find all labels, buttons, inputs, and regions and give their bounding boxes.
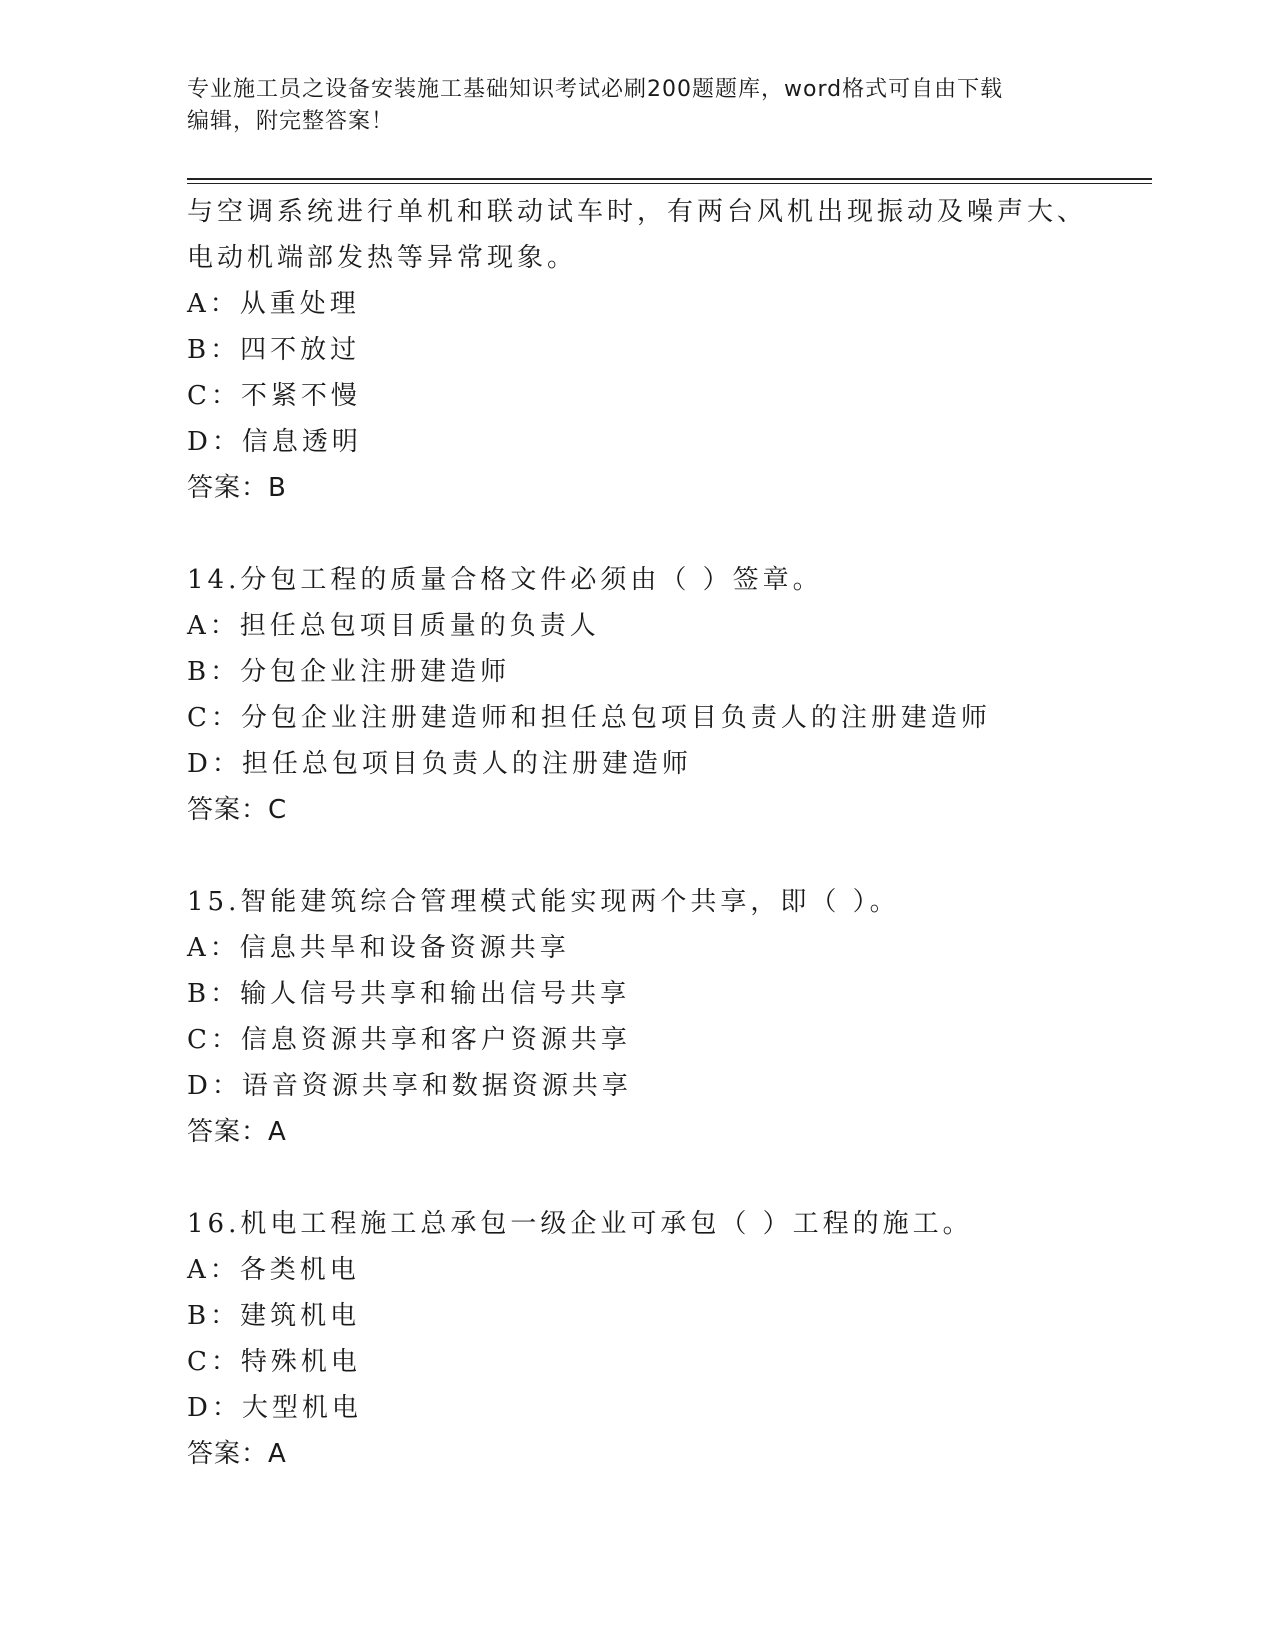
question-13-option-b: B：四不放过 bbox=[187, 335, 361, 365]
question-15 bbox=[187, 879, 1152, 1155]
spacer bbox=[187, 833, 1152, 879]
question-14-option-b: B：分包企业注册建造师 bbox=[187, 657, 511, 687]
question-15-option-a: A：信息共旱和设备资源共享 bbox=[187, 933, 570, 963]
question-14-option-c: C：分包企业注册建造师和担任总包项目负责人的注册建造师 bbox=[187, 703, 991, 733]
question-16-option-a: A：各类机电 bbox=[187, 1255, 360, 1285]
question-15-option-b: B：输人信号共享和输出信号共享 bbox=[187, 979, 631, 1009]
header-title-line2: 编辑，附完整答案！ bbox=[187, 109, 395, 134]
page-header bbox=[187, 74, 1087, 138]
question-16 bbox=[187, 1201, 1152, 1477]
question-14-answer: 答案：C bbox=[187, 795, 288, 825]
question-14-option-d: D：担任总包项目负责人的注册建造师 bbox=[187, 749, 692, 779]
question-list bbox=[187, 189, 1152, 1477]
question-14-option-a: A：担任总包项目质量的负责人 bbox=[187, 611, 600, 641]
question-16-option-d: D：大型机电 bbox=[187, 1393, 362, 1423]
spacer bbox=[187, 1155, 1152, 1201]
question-15-answer: 答案：A bbox=[187, 1117, 287, 1147]
question-13-stem-line2: 电动机端部发热等异常现象。 bbox=[187, 243, 578, 273]
question-13-option-d: D：信息透明 bbox=[187, 427, 362, 457]
question-16-option-b: B：建筑机电 bbox=[187, 1301, 361, 1331]
question-13-stem-line1: 与空调系统进行单机和联动试车时，有两台风机出现振动及噪声大、 bbox=[187, 197, 1088, 227]
question-16-option-c: C：特殊机电 bbox=[187, 1347, 361, 1377]
question-15-stem: 15.智能建筑综合管理模式能实现两个共享，即（ ）。 bbox=[187, 887, 900, 917]
question-13-answer: 答案：B bbox=[187, 473, 287, 503]
header-rule-thin bbox=[187, 183, 1152, 184]
spacer bbox=[187, 511, 1152, 557]
question-14 bbox=[187, 557, 1152, 833]
question-13-option-a: A：从重处理 bbox=[187, 289, 360, 319]
header-rule-thick bbox=[187, 178, 1152, 180]
question-15-option-d: D：语音资源共享和数据资源共享 bbox=[187, 1071, 632, 1101]
question-15-option-c: C：信息资源共享和客户资源共享 bbox=[187, 1025, 631, 1055]
header-title-line1: 专业施工员之设备安装施工基础知识考试必刷200题题库，word格式可自由下载 bbox=[187, 77, 1004, 102]
question-14-stem: 14.分包工程的质量合格文件必须由（ ）签章。 bbox=[187, 565, 823, 595]
question-16-stem: 16.机电工程施工总承包一级企业可承包（ ）工程的施工。 bbox=[187, 1209, 973, 1239]
question-13-option-c: C：不紧不慢 bbox=[187, 381, 361, 411]
question-13 bbox=[187, 189, 1152, 511]
question-16-answer: 答案：A bbox=[187, 1439, 287, 1469]
